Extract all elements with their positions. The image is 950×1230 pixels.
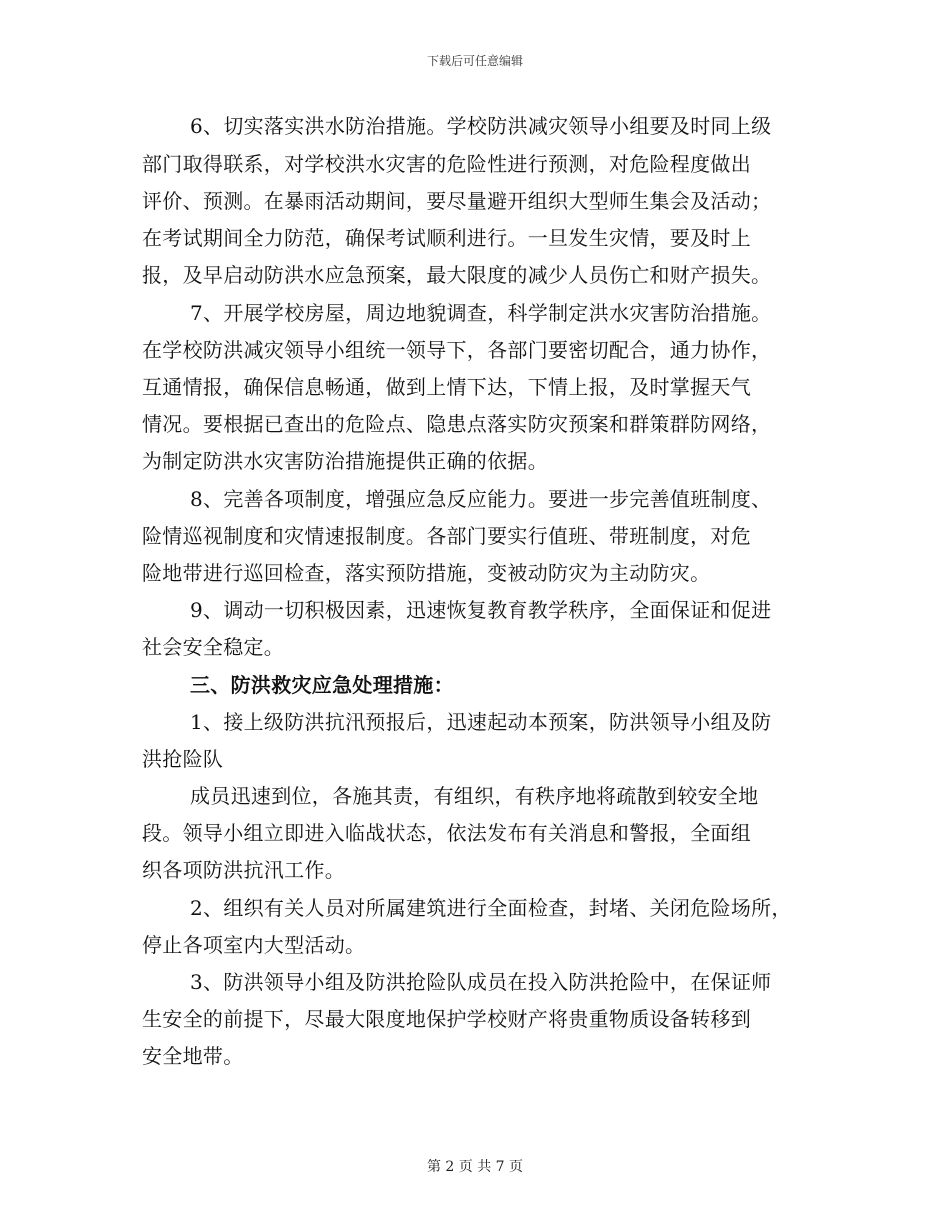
paragraph-line: 停止各项室内大型活动。 (142, 933, 366, 957)
paragraph-line: 互通情报，确保信息畅通，做到上情下达，下情上报，及时掌握天气 (142, 375, 751, 399)
paragraph-line: 1、接上级防洪抗汛预报后，迅速起动本预案，防洪领导小组及防 (190, 710, 772, 734)
paragraph-line: 部门取得联系，对学校洪水灾害的危险性进行预测，对危险程度做出 (142, 152, 751, 176)
paragraph-line: 报，及早启动防洪水应急预案，最大限度的减少人员伤亡和财产损失。 (142, 263, 772, 287)
paragraph-line: 社会安全稳定。 (142, 635, 285, 659)
paragraph-line: 在学校防洪减灾领导小组统一领导下，各部门要密切配合，通力协作， (142, 338, 772, 362)
paragraph-line: 6、切实落实洪水防治措施。学校防洪减灾领导小组要及时同上级 (190, 114, 772, 138)
paragraph-line: 8、完善各项制度，增强应急反应能力。要进一步完善值班制度、 (190, 487, 772, 511)
paragraph-line: 在考试期间全力防范，确保考试顺利进行。一旦发生灾情，要及时上 (142, 226, 751, 250)
paragraph-line: 险情巡视制度和灾情速报制度。各部门要实行值班、带班制度，对危 (142, 524, 751, 548)
paragraph-line: 7、开展学校房屋，周边地貌调查，科学制定洪水灾害防治措施。 (190, 301, 772, 325)
paragraph-line: 险地带进行巡回检查，落实预防措施，变被动防灾为主动防灾。 (142, 561, 711, 585)
paragraph-line: 生安全的前提下，尽最大限度地保护学校财产将贵重物质设备转移到 (142, 1007, 751, 1031)
paragraph-line: 9、调动一切积极因素，迅速恢复教育教学秩序，全面保证和促进 (190, 598, 772, 622)
paragraph-line: 3、防洪领导小组及防洪抢险队成员在投入防洪抢险中，在保证师 (190, 970, 772, 994)
page-header: 下载后可任意编辑 (426, 54, 523, 68)
paragraph-line: 2、组织有关人员对所属建筑进行全面检查，封堵、关闭危险场所， (190, 896, 792, 920)
paragraph-line: 段。领导小组立即进入临战状态，依法发布有关消息和警报，全面组 (142, 821, 751, 845)
paragraph-line: 为制定防洪水灾害防治措施提供正确的依据。 (142, 449, 548, 473)
paragraph-line: 安全地带。 (142, 1044, 244, 1068)
paragraph-line: 成员迅速到位，各施其责，有组织，有秩序地将疏散到较安全地 (190, 784, 759, 808)
paragraph-line: 评价、预测。在暴雨活动期间，要尽量避开组织大型师生集会及活动； (142, 189, 772, 213)
paragraph-line: 织各项防洪抗汛工作。 (142, 858, 345, 882)
paragraph-line: 洪抢险队 (142, 747, 224, 771)
page-number: 第 2 页 共 7 页 (426, 1159, 524, 1175)
paragraph-line: 情况。要根据已查出的危险点、隐患点落实防灾预案和群策群防网络， (142, 412, 772, 436)
section-heading: 三、防洪救灾应急处理措施： (190, 673, 454, 697)
